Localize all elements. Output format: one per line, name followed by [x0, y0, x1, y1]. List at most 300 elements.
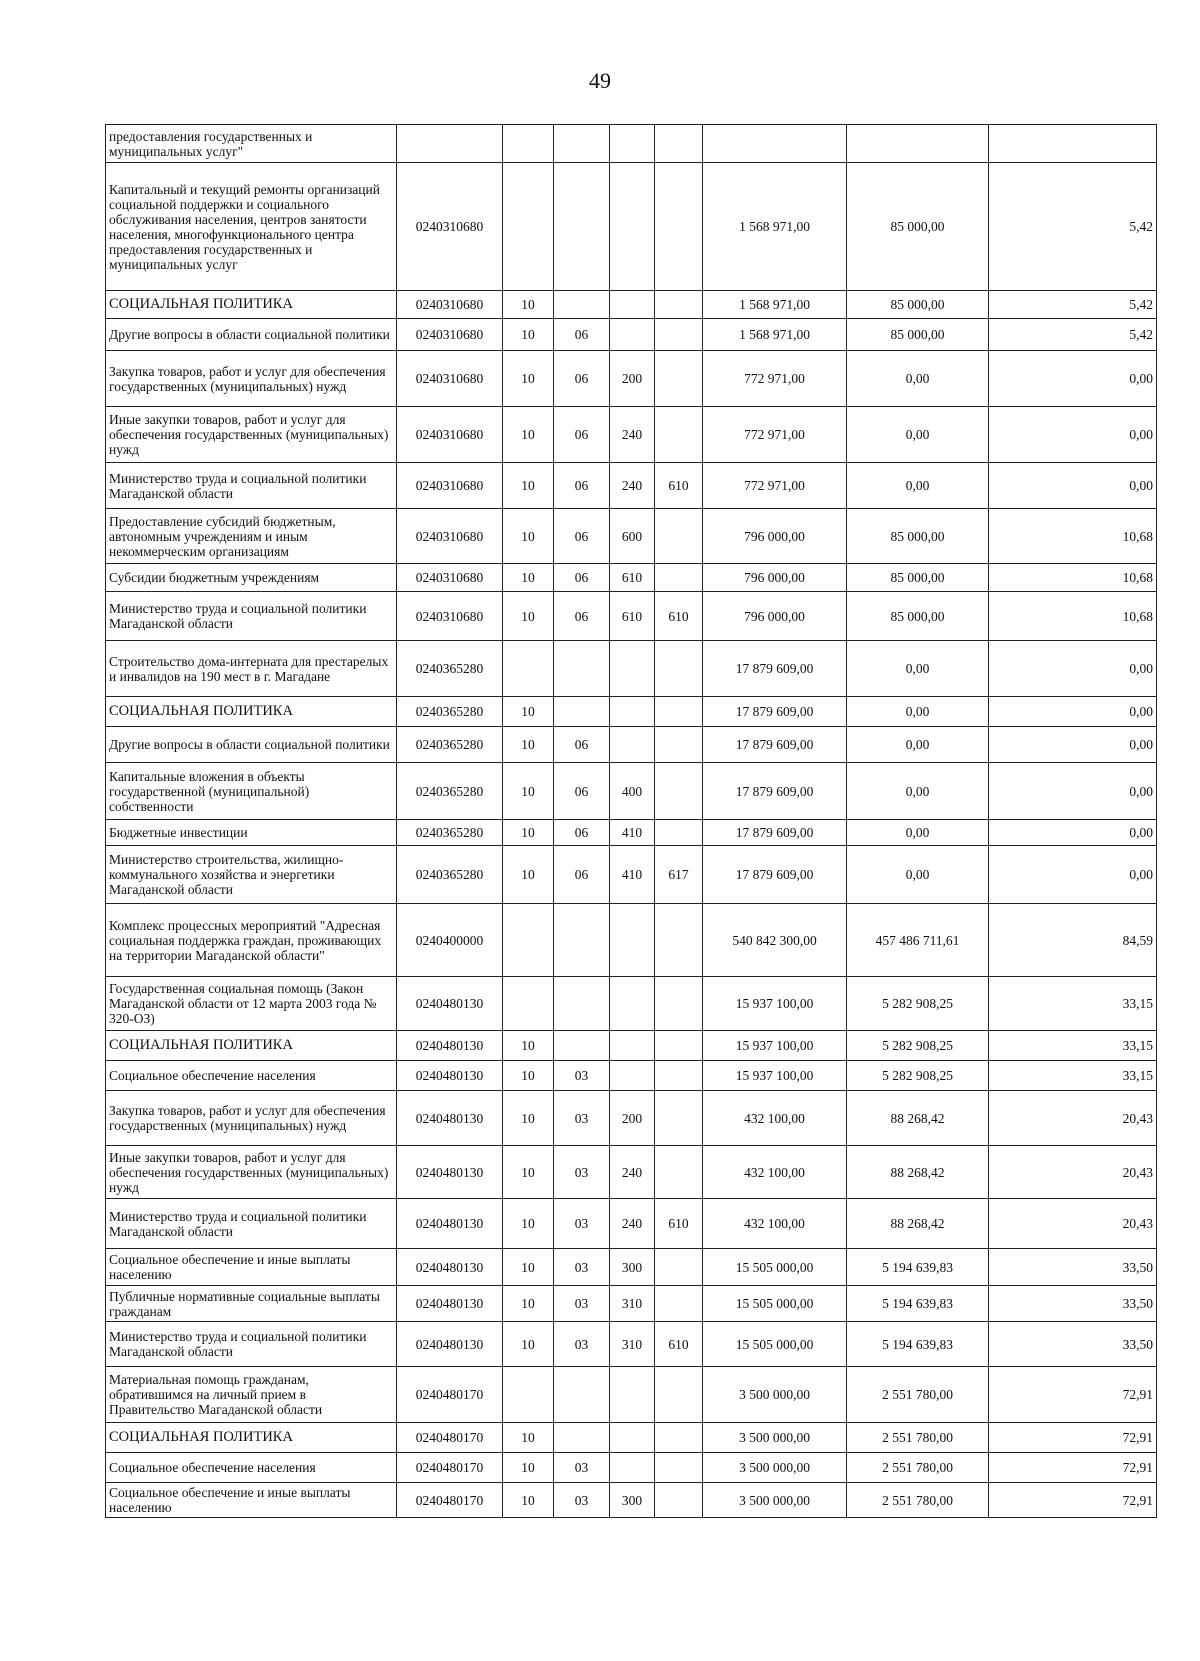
section-code: 10: [503, 1322, 554, 1367]
expense-type-code: 600: [610, 509, 655, 564]
executed-amount: 85 000,00: [847, 509, 989, 564]
expense-type-code: [610, 641, 655, 697]
section-code: 10: [503, 509, 554, 564]
administrator-code: [655, 407, 703, 463]
planned-amount: 3 500 000,00: [703, 1367, 847, 1423]
row-name: СОЦИАЛЬНАЯ ПОЛИТИКА: [106, 1423, 397, 1453]
administrator-code: 610: [655, 592, 703, 641]
executed-amount: 85 000,00: [847, 564, 989, 592]
planned-amount: 3 500 000,00: [703, 1423, 847, 1453]
target-code: 0240365280: [397, 641, 503, 697]
execution-percent: 0,00: [989, 407, 1157, 463]
row-name: Социальное обеспечение и иные выплаты населению: [106, 1483, 397, 1518]
planned-amount: [703, 125, 847, 163]
section-code: 10: [503, 727, 554, 763]
table-row: [106, 1031, 1157, 1061]
target-code: 0240365280: [397, 763, 503, 820]
planned-amount: 772 971,00: [703, 351, 847, 407]
executed-amount: 88 268,42: [847, 1091, 989, 1146]
execution-percent: 0,00: [989, 763, 1157, 820]
administrator-code: [655, 564, 703, 592]
planned-amount: 1 568 971,00: [703, 291, 847, 319]
administrator-code: [655, 1286, 703, 1322]
expense-type-code: [610, 1031, 655, 1061]
execution-percent: 33,50: [989, 1249, 1157, 1286]
row-name: СОЦИАЛЬНАЯ ПОЛИТИКА: [106, 291, 397, 319]
subsection-code: 03: [554, 1286, 610, 1322]
section-code: 10: [503, 319, 554, 351]
row-name: Публичные нормативные социальные выплаты гражданам: [106, 1286, 397, 1322]
expense-type-code: 300: [610, 1483, 655, 1518]
table-row: [106, 820, 1157, 846]
section-code: 10: [503, 407, 554, 463]
expense-type-code: 410: [610, 820, 655, 846]
target-code: 0240310680: [397, 407, 503, 463]
administrator-code: 617: [655, 846, 703, 904]
subsection-code: 03: [554, 1483, 610, 1518]
execution-percent: 0,00: [989, 641, 1157, 697]
administrator-code: [655, 1091, 703, 1146]
table-row: [106, 1423, 1157, 1453]
execution-percent: [989, 125, 1157, 163]
section-code: 10: [503, 1483, 554, 1518]
execution-percent: 72,91: [989, 1367, 1157, 1423]
section-code: 10: [503, 1031, 554, 1061]
table-row: [106, 641, 1157, 697]
section-code: 10: [503, 291, 554, 319]
section-code: [503, 1367, 554, 1423]
expense-type-code: [610, 163, 655, 291]
planned-amount: 1 568 971,00: [703, 163, 847, 291]
administrator-code: [655, 763, 703, 820]
planned-amount: 432 100,00: [703, 1199, 847, 1249]
subsection-code: 03: [554, 1453, 610, 1483]
execution-percent: 33,50: [989, 1286, 1157, 1322]
administrator-code: [655, 1367, 703, 1423]
execution-percent: 10,68: [989, 509, 1157, 564]
target-code: 0240480130: [397, 1286, 503, 1322]
subsection-code: [554, 125, 610, 163]
execution-percent: 33,15: [989, 977, 1157, 1031]
subsection-code: 03: [554, 1146, 610, 1199]
execution-percent: 33,50: [989, 1322, 1157, 1367]
target-code: 0240480170: [397, 1423, 503, 1453]
execution-percent: 20,43: [989, 1146, 1157, 1199]
table-row: [106, 564, 1157, 592]
table-row: [106, 846, 1157, 904]
execution-percent: 0,00: [989, 351, 1157, 407]
row-name: Закупка товаров, работ и услуг для обеспечения государственных (муниципальных) нужд: [106, 1091, 397, 1146]
administrator-code: [655, 125, 703, 163]
row-name: Государственная социальная помощь (Закон Магаданской области от 12 марта 2003 года № 320-ОЗ): [106, 977, 397, 1031]
administrator-code: 610: [655, 1199, 703, 1249]
target-code: 0240480130: [397, 977, 503, 1031]
executed-amount: 2 551 780,00: [847, 1453, 989, 1483]
administrator-code: 610: [655, 463, 703, 509]
execution-percent: 0,00: [989, 697, 1157, 727]
expense-type-code: 240: [610, 407, 655, 463]
expense-type-code: 200: [610, 1091, 655, 1146]
section-code: 10: [503, 1146, 554, 1199]
administrator-code: [655, 697, 703, 727]
planned-amount: 796 000,00: [703, 592, 847, 641]
planned-amount: 772 971,00: [703, 407, 847, 463]
administrator-code: [655, 351, 703, 407]
row-name: Министерство труда и социальной политики Магаданской области: [106, 463, 397, 509]
section-code: [503, 163, 554, 291]
planned-amount: 15 505 000,00: [703, 1286, 847, 1322]
target-code: 0240310680: [397, 163, 503, 291]
executed-amount: 5 282 908,25: [847, 1031, 989, 1061]
row-name: Иные закупки товаров, работ и услуг для обеспечения государственных (муниципальных) нужд: [106, 1146, 397, 1199]
target-code: 0240365280: [397, 846, 503, 904]
planned-amount: 3 500 000,00: [703, 1453, 847, 1483]
executed-amount: 85 000,00: [847, 163, 989, 291]
section-code: [503, 904, 554, 977]
subsection-code: 06: [554, 463, 610, 509]
executed-amount: 2 551 780,00: [847, 1367, 989, 1423]
target-code: 0240480130: [397, 1199, 503, 1249]
target-code: 0240480130: [397, 1249, 503, 1286]
administrator-code: [655, 163, 703, 291]
section-code: 10: [503, 1091, 554, 1146]
table-row: [106, 1453, 1157, 1483]
table-row: [106, 1061, 1157, 1091]
expense-type-code: [610, 125, 655, 163]
planned-amount: 17 879 609,00: [703, 763, 847, 820]
subsection-code: 06: [554, 319, 610, 351]
expense-type-code: [610, 291, 655, 319]
execution-percent: 33,15: [989, 1061, 1157, 1091]
executed-amount: 0,00: [847, 697, 989, 727]
executed-amount: 85 000,00: [847, 592, 989, 641]
execution-percent: 5,42: [989, 163, 1157, 291]
row-name: Другие вопросы в области социальной политики: [106, 319, 397, 351]
executed-amount: 457 486 711,61: [847, 904, 989, 977]
planned-amount: 3 500 000,00: [703, 1483, 847, 1518]
section-code: 10: [503, 592, 554, 641]
row-name: предоставления государственных и муниципальных услуг": [106, 125, 397, 163]
section-code: 10: [503, 763, 554, 820]
executed-amount: 5 194 639,83: [847, 1286, 989, 1322]
table-row: [106, 463, 1157, 509]
planned-amount: 17 879 609,00: [703, 641, 847, 697]
table-row: [106, 1322, 1157, 1367]
expense-type-code: 240: [610, 1146, 655, 1199]
planned-amount: 796 000,00: [703, 564, 847, 592]
table-row: [106, 163, 1157, 291]
section-code: 10: [503, 351, 554, 407]
administrator-code: [655, 820, 703, 846]
table-row: [106, 1249, 1157, 1286]
administrator-code: [655, 977, 703, 1031]
execution-percent: 5,42: [989, 291, 1157, 319]
table-row: [106, 125, 1157, 163]
planned-amount: 540 842 300,00: [703, 904, 847, 977]
row-name: Социальное обеспечение населения: [106, 1453, 397, 1483]
page-number: 49: [589, 68, 611, 93]
row-name: СОЦИАЛЬНАЯ ПОЛИТИКА: [106, 697, 397, 727]
planned-amount: 17 879 609,00: [703, 846, 847, 904]
executed-amount: 88 268,42: [847, 1199, 989, 1249]
planned-amount: 15 505 000,00: [703, 1249, 847, 1286]
planned-amount: 772 971,00: [703, 463, 847, 509]
section-code: 10: [503, 1061, 554, 1091]
administrator-code: [655, 319, 703, 351]
row-name: Предоставление субсидий бюджетным, автономным учреждениям и иным некоммерческим организациям: [106, 509, 397, 564]
table-row: [106, 904, 1157, 977]
administrator-code: [655, 1061, 703, 1091]
administrator-code: [655, 1249, 703, 1286]
execution-percent: 0,00: [989, 820, 1157, 846]
subsection-code: [554, 697, 610, 727]
table-row: [106, 1483, 1157, 1518]
executed-amount: 0,00: [847, 846, 989, 904]
row-name: Строительство дома-интерната для престарелых и инвалидов на 190 мест в г. Магадане: [106, 641, 397, 697]
target-code: 0240365280: [397, 727, 503, 763]
execution-percent: 0,00: [989, 463, 1157, 509]
target-code: 0240480130: [397, 1091, 503, 1146]
expense-type-code: [610, 697, 655, 727]
target-code: 0240480130: [397, 1031, 503, 1061]
subsection-code: [554, 163, 610, 291]
subsection-code: 03: [554, 1061, 610, 1091]
administrator-code: [655, 1031, 703, 1061]
subsection-code: 06: [554, 351, 610, 407]
administrator-code: [655, 509, 703, 564]
administrator-code: [655, 727, 703, 763]
planned-amount: 15 937 100,00: [703, 977, 847, 1031]
target-code: 0240480170: [397, 1483, 503, 1518]
subsection-code: 06: [554, 763, 610, 820]
table-row: [106, 763, 1157, 820]
administrator-code: [655, 291, 703, 319]
table-row: [106, 1091, 1157, 1146]
expense-type-code: 400: [610, 763, 655, 820]
executed-amount: 0,00: [847, 407, 989, 463]
target-code: 0240310680: [397, 509, 503, 564]
target-code: 0240365280: [397, 820, 503, 846]
row-name: Другие вопросы в области социальной политики: [106, 727, 397, 763]
expense-type-code: 310: [610, 1322, 655, 1367]
section-code: 10: [503, 846, 554, 904]
target-code: 0240480130: [397, 1146, 503, 1199]
executed-amount: 85 000,00: [847, 291, 989, 319]
target-code: 0240310680: [397, 592, 503, 641]
section-code: 10: [503, 463, 554, 509]
expense-type-code: 610: [610, 592, 655, 641]
administrator-code: 610: [655, 1322, 703, 1367]
row-name: Министерство труда и социальной политики Магаданской области: [106, 1322, 397, 1367]
execution-percent: 0,00: [989, 846, 1157, 904]
expense-type-code: [610, 977, 655, 1031]
table-row: [106, 727, 1157, 763]
execution-percent: 33,15: [989, 1031, 1157, 1061]
executed-amount: 0,00: [847, 820, 989, 846]
executed-amount: 85 000,00: [847, 319, 989, 351]
subsection-code: 06: [554, 564, 610, 592]
section-code: [503, 641, 554, 697]
executed-amount: 0,00: [847, 641, 989, 697]
expense-type-code: 240: [610, 1199, 655, 1249]
subsection-code: 03: [554, 1199, 610, 1249]
execution-percent: 5,42: [989, 319, 1157, 351]
administrator-code: [655, 904, 703, 977]
planned-amount: 15 937 100,00: [703, 1061, 847, 1091]
subsection-code: [554, 291, 610, 319]
row-name: Министерство труда и социальной политики Магаданской области: [106, 1199, 397, 1249]
subsection-code: 06: [554, 846, 610, 904]
subsection-code: [554, 977, 610, 1031]
row-name: Социальное обеспечение населения: [106, 1061, 397, 1091]
target-code: 0240480130: [397, 1061, 503, 1091]
subsection-code: 03: [554, 1091, 610, 1146]
expense-type-code: [610, 1453, 655, 1483]
target-code: 0240480130: [397, 1322, 503, 1367]
executed-amount: 88 268,42: [847, 1146, 989, 1199]
planned-amount: 796 000,00: [703, 509, 847, 564]
executed-amount: 5 282 908,25: [847, 1061, 989, 1091]
administrator-code: [655, 1483, 703, 1518]
planned-amount: 1 568 971,00: [703, 319, 847, 351]
table-row: [106, 407, 1157, 463]
section-code: 10: [503, 1249, 554, 1286]
planned-amount: 17 879 609,00: [703, 820, 847, 846]
row-name: Министерство труда и социальной политики Магаданской области: [106, 592, 397, 641]
expense-type-code: 240: [610, 463, 655, 509]
table-row: [106, 1367, 1157, 1423]
subsection-code: 03: [554, 1249, 610, 1286]
executed-amount: 5 194 639,83: [847, 1322, 989, 1367]
administrator-code: [655, 1423, 703, 1453]
expense-type-code: 200: [610, 351, 655, 407]
section-code: 10: [503, 820, 554, 846]
row-name: Бюджетные инвестиции: [106, 820, 397, 846]
target-code: 0240400000: [397, 904, 503, 977]
row-name: Министерство строительства, жилищно-коммунального хозяйства и энергетики Магаданской области: [106, 846, 397, 904]
target-code: 0240310680: [397, 351, 503, 407]
row-name: Комплекс процессных мероприятий "Адресная социальная поддержка граждан, проживающих на территории Магаданской области": [106, 904, 397, 977]
target-code: 0240310680: [397, 319, 503, 351]
expense-type-code: 610: [610, 564, 655, 592]
target-code: 0240365280: [397, 697, 503, 727]
budget-table: [105, 124, 1157, 1518]
administrator-code: [655, 1453, 703, 1483]
section-code: [503, 125, 554, 163]
executed-amount: 5 282 908,25: [847, 977, 989, 1031]
table-row: [106, 291, 1157, 319]
expense-type-code: [610, 904, 655, 977]
execution-percent: 72,91: [989, 1423, 1157, 1453]
expense-type-code: [610, 1423, 655, 1453]
execution-percent: 84,59: [989, 904, 1157, 977]
section-code: 10: [503, 1286, 554, 1322]
executed-amount: 0,00: [847, 351, 989, 407]
expense-type-code: [610, 1061, 655, 1091]
table-row: [106, 509, 1157, 564]
expense-type-code: 310: [610, 1286, 655, 1322]
execution-percent: 72,91: [989, 1453, 1157, 1483]
table-row: [106, 351, 1157, 407]
execution-percent: 72,91: [989, 1483, 1157, 1518]
administrator-code: [655, 641, 703, 697]
row-name: Материальная помощь гражданам, обратившимся на личный прием в Правительство Магаданской области: [106, 1367, 397, 1423]
row-name: Социальное обеспечение и иные выплаты населению: [106, 1249, 397, 1286]
planned-amount: 17 879 609,00: [703, 727, 847, 763]
executed-amount: 0,00: [847, 727, 989, 763]
executed-amount: [847, 125, 989, 163]
subsection-code: 03: [554, 1322, 610, 1367]
planned-amount: 17 879 609,00: [703, 697, 847, 727]
executed-amount: 5 194 639,83: [847, 1249, 989, 1286]
execution-percent: 10,68: [989, 564, 1157, 592]
table-row: [106, 592, 1157, 641]
subsection-code: [554, 1367, 610, 1423]
row-name: Капитальные вложения в объекты государственной (муниципальной) собственности: [106, 763, 397, 820]
planned-amount: 432 100,00: [703, 1091, 847, 1146]
row-name: Капитальный и текущий ремонты организаций социальной поддержки и социального обслуживания населения, центров занятости населения, многофункционального центра предоставления государственных и муниципальных услуг: [106, 163, 397, 291]
table-body: [106, 125, 1157, 1518]
target-code: 0240480170: [397, 1367, 503, 1423]
subsection-code: [554, 1423, 610, 1453]
row-name: Закупка товаров, работ и услуг для обеспечения государственных (муниципальных) нужд: [106, 351, 397, 407]
section-code: 10: [503, 1199, 554, 1249]
subsection-code: [554, 1031, 610, 1061]
planned-amount: 15 937 100,00: [703, 1031, 847, 1061]
section-code: 10: [503, 564, 554, 592]
subsection-code: [554, 641, 610, 697]
execution-percent: 20,43: [989, 1199, 1157, 1249]
subsection-code: [554, 904, 610, 977]
expense-type-code: [610, 1367, 655, 1423]
execution-percent: 0,00: [989, 727, 1157, 763]
executed-amount: 2 551 780,00: [847, 1483, 989, 1518]
section-code: 10: [503, 1423, 554, 1453]
table-row: [106, 1199, 1157, 1249]
target-code: 0240310680: [397, 564, 503, 592]
section-code: 10: [503, 697, 554, 727]
expense-type-code: 410: [610, 846, 655, 904]
administrator-code: [655, 1146, 703, 1199]
target-code: 0240310680: [397, 463, 503, 509]
subsection-code: 06: [554, 820, 610, 846]
row-name: Субсидии бюджетным учреждениям: [106, 564, 397, 592]
subsection-code: 06: [554, 407, 610, 463]
table-row: [106, 697, 1157, 727]
section-code: 10: [503, 1453, 554, 1483]
execution-percent: 10,68: [989, 592, 1157, 641]
executed-amount: 0,00: [847, 763, 989, 820]
row-name: Иные закупки товаров, работ и услуг для обеспечения государственных (муниципальных) нужд: [106, 407, 397, 463]
target-code: 0240310680: [397, 291, 503, 319]
table-row: [106, 977, 1157, 1031]
executed-amount: 0,00: [847, 463, 989, 509]
target-code: 0240480170: [397, 1453, 503, 1483]
expense-type-code: [610, 727, 655, 763]
subsection-code: 06: [554, 727, 610, 763]
target-code: [397, 125, 503, 163]
table-row: [106, 1146, 1157, 1199]
planned-amount: 15 505 000,00: [703, 1322, 847, 1367]
planned-amount: 432 100,00: [703, 1146, 847, 1199]
executed-amount: 2 551 780,00: [847, 1423, 989, 1453]
row-name: СОЦИАЛЬНАЯ ПОЛИТИКА: [106, 1031, 397, 1061]
expense-type-code: 300: [610, 1249, 655, 1286]
expense-type-code: [610, 319, 655, 351]
subsection-code: 06: [554, 509, 610, 564]
section-code: [503, 977, 554, 1031]
subsection-code: 06: [554, 592, 610, 641]
